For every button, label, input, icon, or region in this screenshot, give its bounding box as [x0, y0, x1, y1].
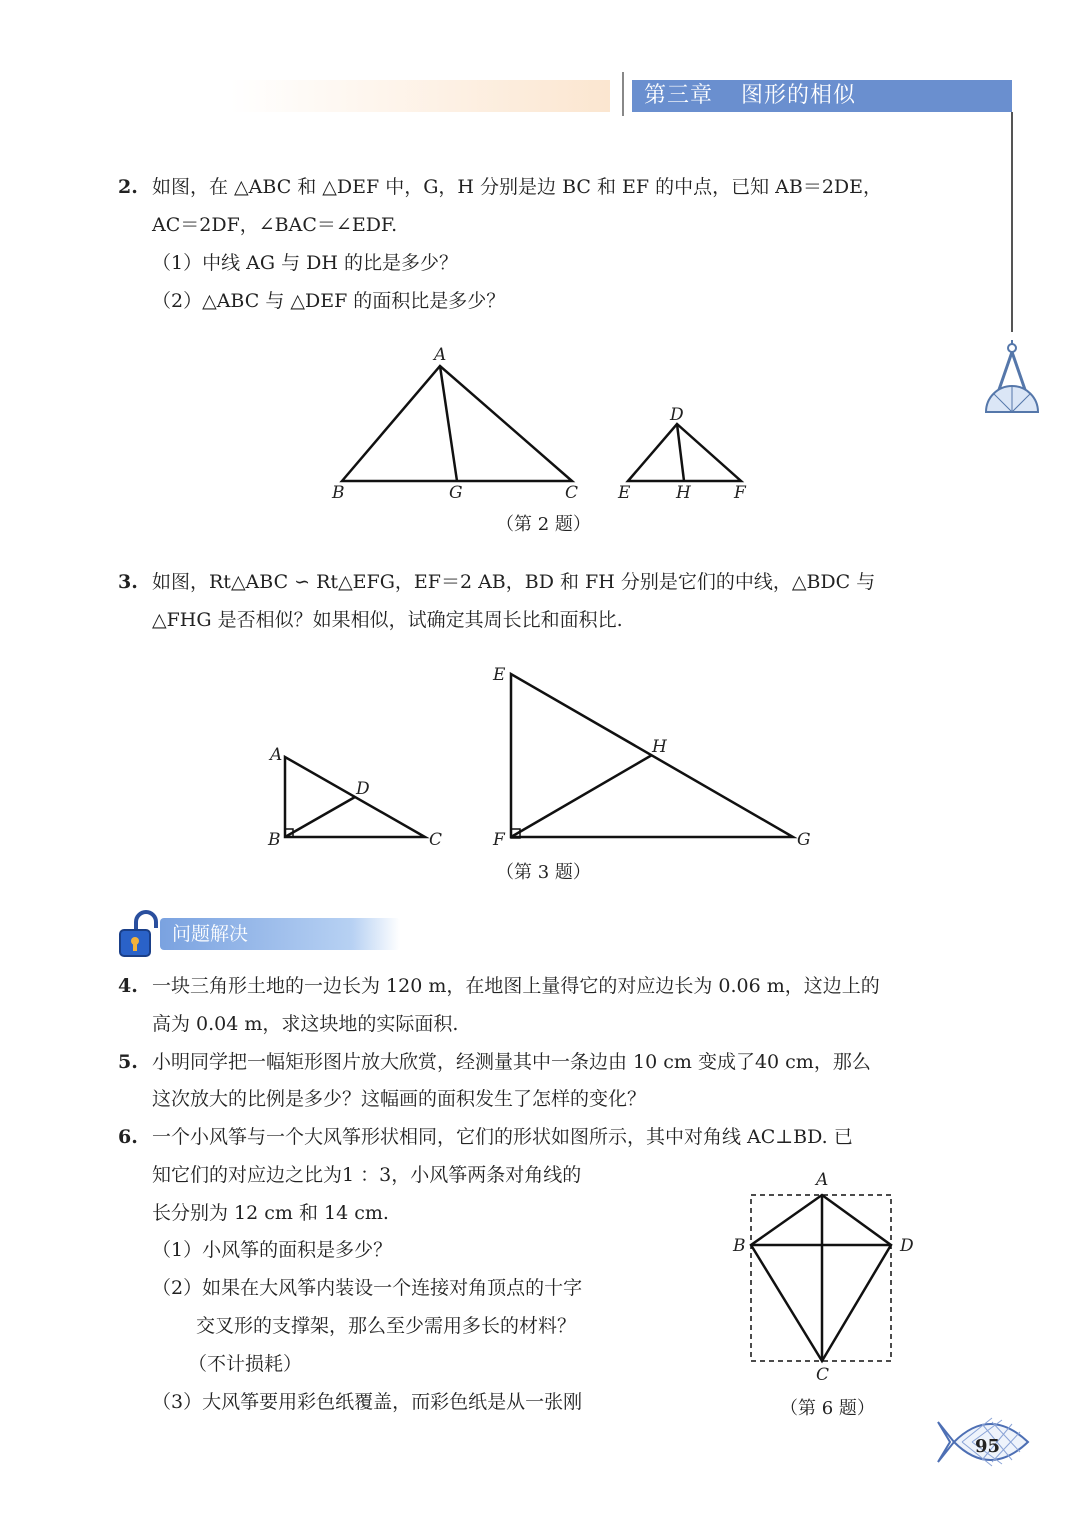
label-d: D [356, 779, 370, 799]
label-b: B [332, 483, 345, 503]
problem-6-question-2b: 交叉形的支撑架，那么至少需用多长的材料？ [196, 1315, 577, 1337]
label-f: F [493, 830, 505, 850]
label-g: G [797, 830, 811, 850]
label-a: A [434, 345, 447, 365]
triangle-abc [342, 366, 572, 481]
problem-6-line-3: 长分别为 12 cm 和 14 cm. [152, 1202, 389, 1224]
chapter-number: 第三章 [644, 83, 714, 108]
problem-5-line-1: 5. 小明同学把一幅矩形图片放大欣赏，经测量其中一条边由 10 cm 变成了40 cm，那么 [118, 1051, 871, 1073]
figure-2-caption: （第 2 题） [496, 514, 591, 535]
compass-icon [982, 340, 1042, 418]
problem-2-line-1: 2. 如图，在 △ABC 和 △DEF 中，G，H 分别是边 BC 和 EF 的中点，已知 AB＝2DE， [118, 176, 883, 198]
label-h: H [676, 483, 691, 503]
problem-6-line-1: 6. 一个小风筝与一个大风筝形状相同，它们的形状如图所示，其中对角线 AC⊥BD. 已 [118, 1126, 853, 1148]
label-a: A [270, 745, 283, 765]
problem-3-line-2: △FHG 是否相似？如果相似，试确定其周长比和面积比. [152, 609, 623, 631]
problem-3-line-1: 3. 如图，Rt△ABC ∽ Rt△EFG，EF＝2 AB，BD 和 FH 分别是它们的中线，△BDC 与 [118, 571, 876, 593]
triangle-def [628, 424, 741, 481]
label-e: E [618, 483, 631, 503]
label-b: B [733, 1236, 746, 1256]
figure-3-caption: （第 3 题） [496, 862, 591, 883]
label-h: H [652, 737, 667, 757]
header-divider [622, 72, 624, 116]
label-c: C [429, 830, 443, 850]
median-bd [285, 797, 355, 837]
figure-problem-2 [320, 340, 760, 510]
figure-problem-6 [725, 1165, 925, 1387]
chapter-header [632, 80, 1012, 112]
margin-rule [1011, 112, 1013, 332]
problem-6-line-2: 知它们的对应边之比为1 ：3，小风筝两条对角线的 [152, 1164, 582, 1186]
section-badge [116, 908, 296, 958]
unlock-icon [116, 908, 164, 958]
label-c: C [816, 1365, 830, 1385]
chapter-title: 图形的相似 [741, 83, 857, 108]
problem-6-question-3: （3）大风筝要用彩色纸覆盖，而彩色纸是从一张刚 [152, 1391, 583, 1413]
problem-2-question-2: （2）△ABC 与 △DEF 的面积比是多少？ [152, 290, 506, 312]
label-b: B [268, 830, 281, 850]
label-g: G [449, 483, 463, 503]
page-number: 95 [975, 1436, 1001, 1457]
problem-2-question-1: （1）中线 AG 与 DH 的比是多少？ [152, 252, 458, 274]
problem-4-line-2: 高为 0.04 m，求这块地的实际面积. [152, 1013, 459, 1035]
median-ag [440, 366, 457, 481]
problem-6-question-1: （1）小风筝的面积是多少？ [152, 1239, 393, 1261]
problem-6-question-2c: （不计损耗） [188, 1353, 303, 1375]
median-fh [511, 755, 652, 837]
median-dh [677, 424, 684, 481]
problem-2-line-2: AC＝2DF，∠BAC＝∠EDF. [152, 214, 398, 236]
section-title: 问题解决 [160, 918, 400, 950]
problem-6-question-2a: （2）如果在大风筝内装设一个连接对角顶点的十字 [152, 1277, 583, 1299]
label-d: D [670, 405, 684, 425]
label-a: A [816, 1170, 829, 1190]
label-e: E [493, 665, 506, 685]
figure-6-caption: （第 6 题） [780, 1398, 875, 1419]
label-c: C [565, 483, 579, 503]
problem-5-line-2: 这次放大的比例是多少？这幅画的面积发生了怎样的变化？ [152, 1088, 647, 1110]
header-decoration [230, 80, 610, 112]
problem-4-line-1: 4. 一块三角形土地的一边长为 120 m，在地图上量得它的对应边长为 0.06 m，这边上的 [118, 975, 880, 997]
figure-problem-3 [260, 660, 820, 860]
label-f: F [734, 483, 746, 503]
label-d: D [900, 1236, 914, 1256]
